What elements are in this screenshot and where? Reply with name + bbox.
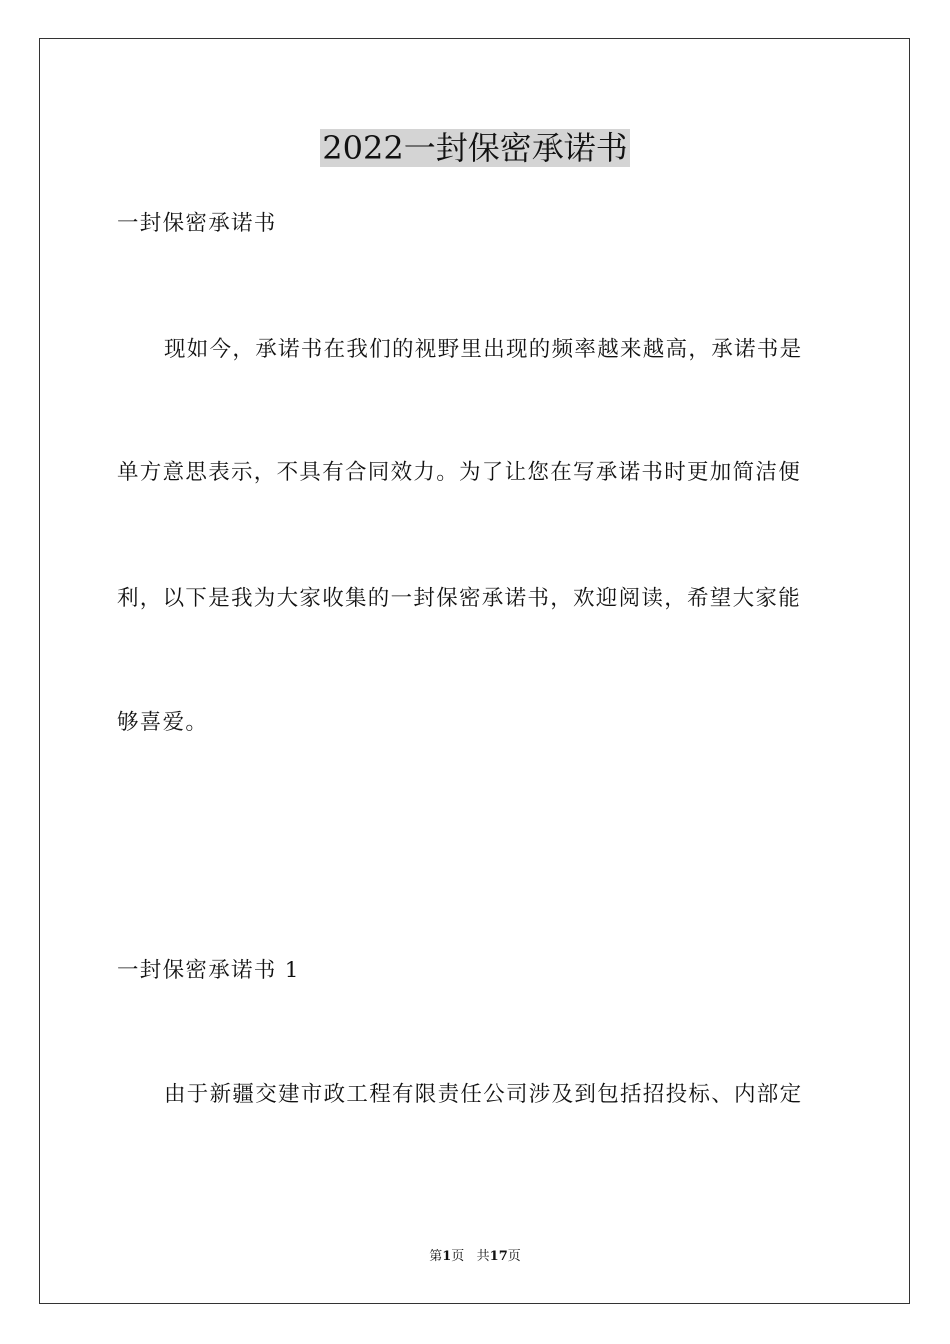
footer-total-pages: 17 xyxy=(489,1249,508,1264)
document-title: 2022一封保密承诺书 xyxy=(322,129,628,167)
footer-page-mid: 页 共 xyxy=(451,1249,490,1264)
intro-paragraph-line-2: 单方意思表示，不具有合同效力。为了让您在写承诺书时更加简洁便 xyxy=(117,460,802,485)
page-footer xyxy=(0,1247,950,1267)
footer-page-suffix: 页 xyxy=(507,1249,521,1264)
intro-paragraph-line-4: 够喜爱。 xyxy=(117,710,209,735)
section-1-heading: 一封保密承诺书 1 xyxy=(117,958,300,983)
intro-heading: 一封保密承诺书 xyxy=(117,211,277,236)
intro-paragraph-line-3: 利，以下是我为大家收集的一封保密承诺书，欢迎阅读，希望大家能 xyxy=(117,586,802,611)
section-1-paragraph-line-1: 由于新疆交建市政工程有限责任公司涉及到包括招投标、内部定 xyxy=(164,1082,803,1107)
footer-page-prefix: 第 xyxy=(429,1249,443,1264)
intro-paragraph-line-1: 现如今，承诺书在我们的视野里出现的频率越来越高，承诺书是 xyxy=(164,337,803,362)
footer-current-page: 1 xyxy=(442,1249,452,1264)
